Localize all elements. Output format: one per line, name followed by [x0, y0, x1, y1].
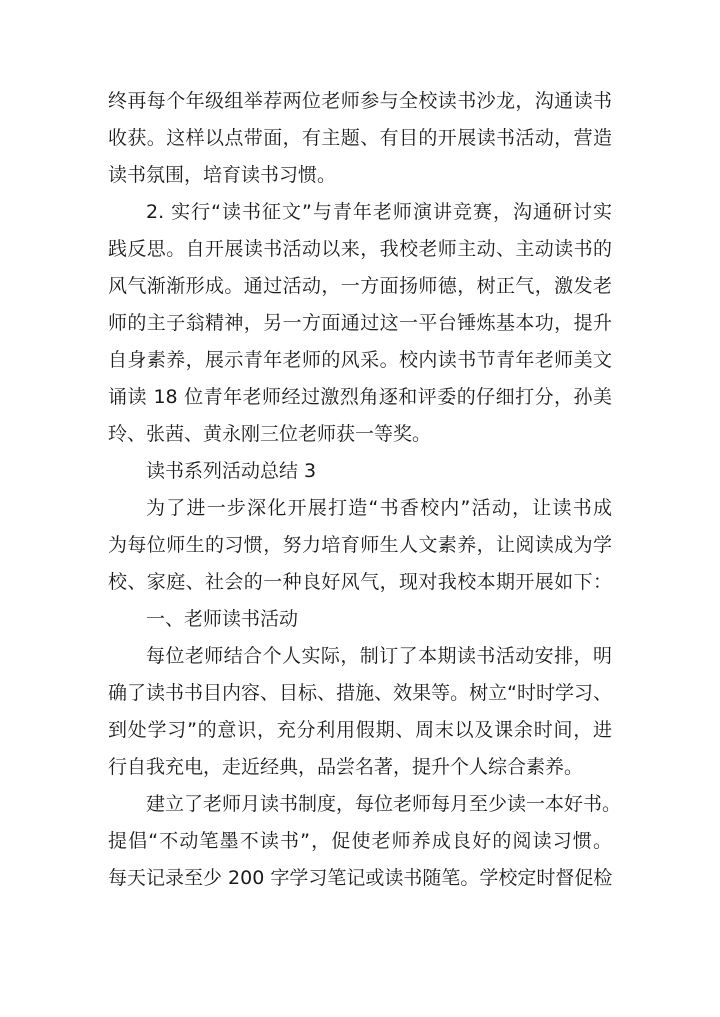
text-line: 师的主子翁精神，另一方面通过这一平台锤炼基本功，提升 [108, 312, 612, 334]
text-line: 收获。这样以点带面，有主题、有目的开展读书活动，营造 [108, 127, 612, 149]
subsection-heading: 一、老师读书活动 [146, 608, 299, 630]
text-line: 为了进一步深化开展打造“书香校内”活动，让读书成 [146, 497, 612, 519]
text-line: 玲、张茜、黄永刚三位老师获一等奖。 [108, 423, 432, 445]
text-line: 读书氛围，培育读书习惯。 [108, 164, 337, 186]
body-text [108, 83, 622, 897]
text-line: 到处学习”的意识，充分利用假期、周末以及课余时间，进 [108, 719, 612, 741]
text-line: 提倡“不动笔墨不读书”，促使老师养成良好的阅读习惯。 [108, 830, 612, 852]
text-line: 2. 实行“读书征文”与青年老师演讲竞赛，沟通研讨实 [146, 201, 612, 223]
text-line: 行自我充电，走近经典，品尝名著，提升个人综合素养。 [108, 756, 584, 778]
text-line: 终再每个年级组举荐两位老师参与全校读书沙龙，沟通读书 [108, 90, 612, 112]
text-line: 建立了老师月读书制度，每位老师每月至少读一本好书。 [146, 793, 622, 815]
text-line: 每位老师结合个人实际，制订了本期读书活动安排，明 [146, 645, 612, 667]
text-line: 校、家庭、社会的一种良好风气，现对我校本期开展如下： [108, 571, 612, 593]
text-line: 践反思。自开展读书活动以来，我校老师主动、主动读书的 [108, 238, 612, 260]
text-line: 风气渐渐形成。通过活动，一方面扬师德，树正气，激发老 [108, 275, 612, 297]
text-line: 自身素养，展示青年老师的风采。校内读书节青年老师美文 [108, 349, 612, 371]
section-title: 读书系列活动总结 3 [146, 460, 317, 482]
text-line: 每天记录至少 200 字学习笔记或读书随笔。学校定时督促检 [108, 867, 613, 889]
text-line: 为每位师生的习惯，努力培育师生人文素养，让阅读成为学 [108, 534, 612, 556]
text-line: 确了读书书目内容、目标、措施、效果等。树立“时时学习、 [108, 682, 612, 704]
text-line: 诵读 18 位青年老师经过激烈角逐和评委的仔细打分，孙美 [108, 386, 612, 408]
